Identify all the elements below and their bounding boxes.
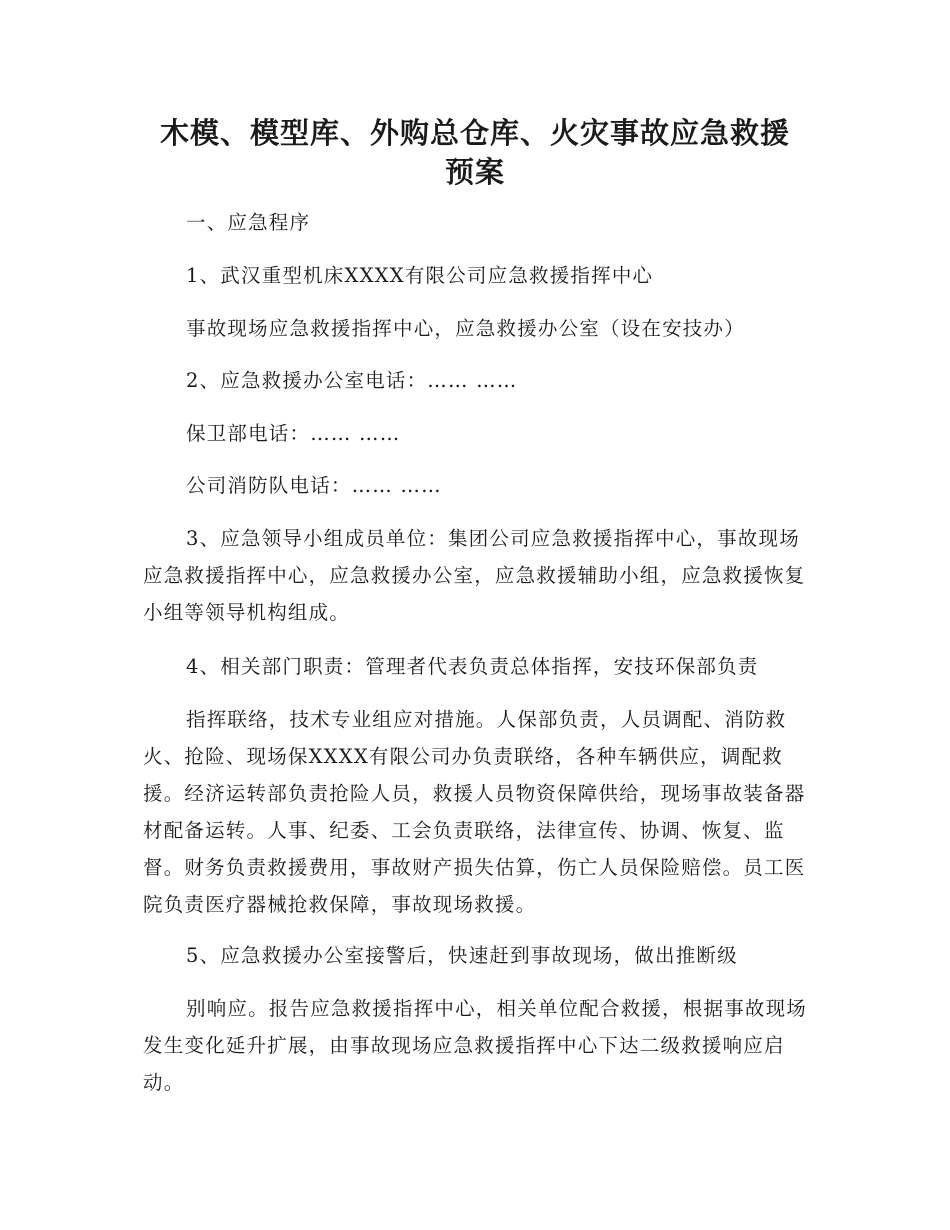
paragraph-office-phone: 2、应急救援办公室电话：…… …… (186, 369, 518, 392)
document-title-line-1: 木模、模型库、外购总仓库、火灾事故应急救援 (159, 116, 790, 150)
paragraph-department-duties: 指挥联络，技术专业组应对措施。人保部负责，人员调配、消防救火、抢险、现场保XXXX有限公司办负责联络，各种车辆供应，调配救援。经济运转部负责抢险人员，救援人员物资保障供给，现场事故装备器材配备运转。人事、纪委、工会负责联络，法律宣传、协调、恢复、监督。财务负责救援费用，事故财产损失估算，伤亡人员保险赔偿。员工医院负责医疗器械抢救保障，事故现场救援。 (143, 708, 806, 916)
paragraph-command-center: 1、武汉重型机床XXXX有限公司应急救援指挥中心 (186, 264, 654, 287)
paragraph-fire-brigade-phone: 公司消防队电话：…… …… (186, 474, 442, 497)
paragraph-department-duties-intro: 4、相关部门职责：管理者代表负责总体指挥，安技环保部负责 (186, 655, 759, 678)
paragraph-alarm-response: 别响应。报告应急救援指挥中心，相关单位配合救援，根据事故现场发生变化延升扩展，由事故现场应急救援指挥中心下达二级救援响应启动。 (143, 997, 808, 1094)
paragraph-security-phone: 保卫部电话：…… …… (186, 422, 401, 445)
paragraph-alarm-response-intro: 5、应急救援办公室接警后，快速赶到事故现场，做出推断级 (186, 944, 738, 967)
paragraph-leadership-group: 3、应急领导小组成员单位：集团公司应急救援指挥中心，事故现场应急救援指挥中心，应急救援办公室，应急救援辅助小组，应急救援恢复小组等领导机构组成。 (143, 527, 806, 624)
section-heading-emergency-procedure: 一、应急程序 (186, 211, 311, 234)
document-title-line-2: 预案 (444, 155, 505, 189)
paragraph-office-location: 事故现场应急救援指挥中心，应急救援办公室（设在安技办） (186, 317, 745, 340)
